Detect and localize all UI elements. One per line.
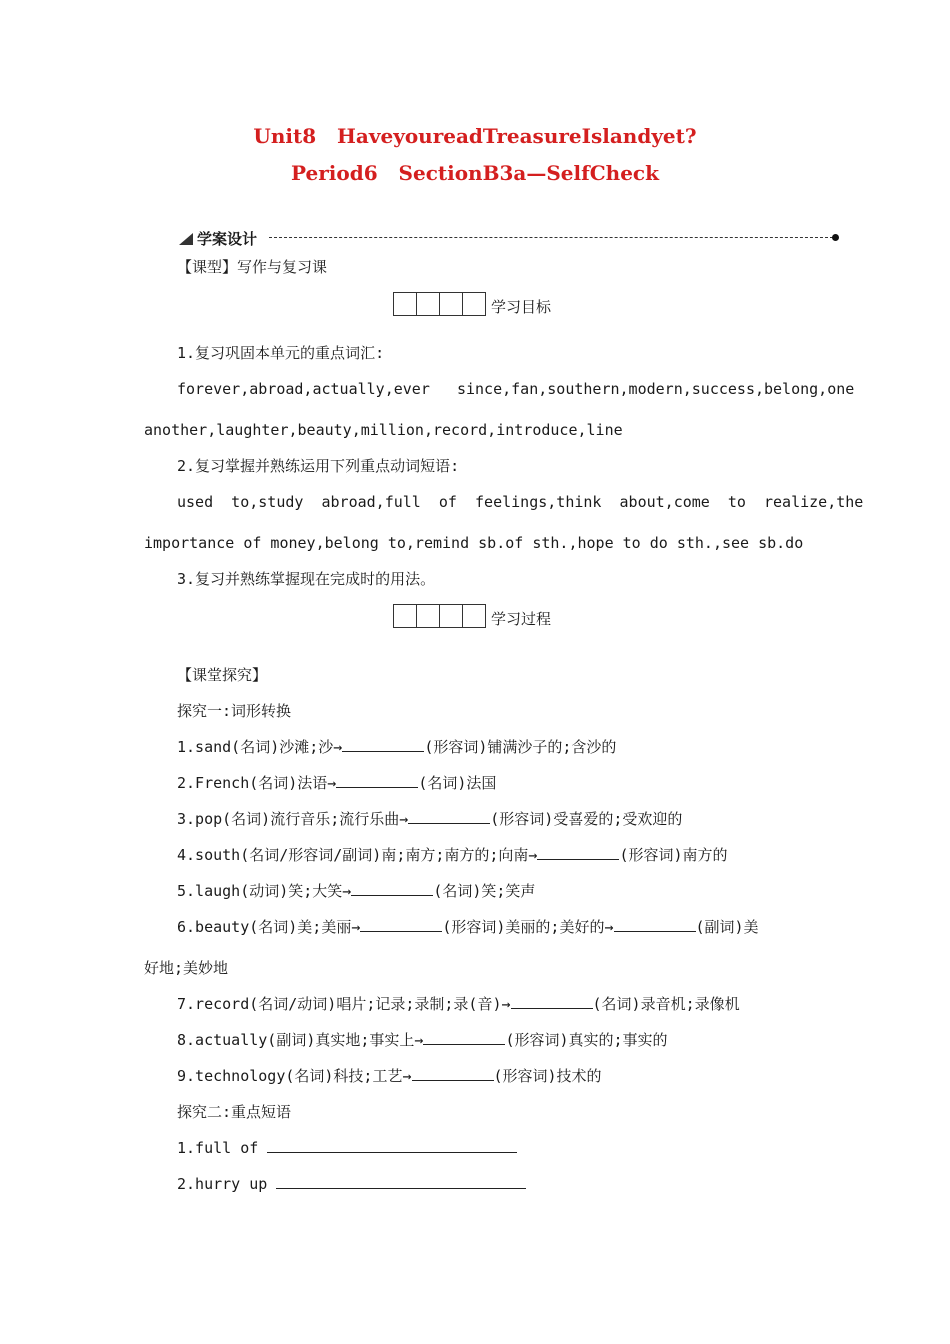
objectives-heading-label: 学习目标	[491, 298, 552, 316]
answer-blank[interactable]	[351, 881, 433, 896]
answer-blank[interactable]	[342, 737, 424, 752]
objective-1: 1.复习巩固本单元的重点词汇:	[177, 344, 385, 362]
unit-title: Unit8 HaveyoureadTreasureIslandyet?	[253, 124, 697, 148]
answer-blank[interactable]	[276, 1174, 526, 1189]
answer-blank[interactable]	[336, 773, 418, 788]
objective-2: 2.复习掌握并熟练运用下列重点动词短语:	[177, 457, 460, 475]
word-form-item: 8.actually(副词)真实地;事实上→ (形容词)真实的;事实的	[177, 1031, 668, 1049]
explore-1-title: 探究一:词形转换	[177, 702, 292, 720]
objective-2-phrases-b: importance of money,belong to,remind sb.of sth.,hope to do sth.,see sb.do	[144, 534, 804, 552]
word-form-item: 4.south(名词/形容词/副词)南;南方;南方的;向南→ (形容词)南方的	[177, 846, 728, 864]
triangle-icon	[179, 233, 193, 245]
objective-2-phrases-a: used to,study abroad,full of feelings,think about,come to realize,the	[177, 493, 864, 511]
word-form-item-continuation: 好地;美妙地	[144, 959, 229, 977]
word-form-item: 9.technology(名词)科技;工艺→ (形容词)技术的	[177, 1067, 602, 1085]
phrase-item: 1.full of	[177, 1138, 517, 1158]
process-heading	[393, 604, 593, 628]
class-explore-heading: 【课堂探究】	[177, 666, 268, 684]
objective-1-words-b: another,laughter,beauty,million,record,introduce,line	[144, 421, 623, 439]
section-header	[177, 228, 839, 248]
answer-blank[interactable]	[267, 1138, 517, 1153]
dashed-divider	[269, 237, 833, 238]
answer-blank[interactable]	[511, 994, 593, 1009]
period-title: Period6 SectionB3a—SelfCheck	[291, 161, 659, 185]
objective-1-words-a: forever,abroad,actually,ever since,fan,southern,modern,success,belong,one	[177, 380, 855, 398]
answer-blank[interactable]	[537, 845, 619, 860]
word-form-item: 3.pop(名词)流行音乐;流行乐曲→ (形容词)受喜爱的;受欢迎的	[177, 810, 683, 828]
heading-boxes	[393, 604, 485, 628]
objectives-heading	[393, 292, 593, 316]
word-form-item: 1.sand(名词)沙滩;沙→ (形容词)铺满沙子的;含沙的	[177, 738, 617, 756]
end-dot-icon	[832, 234, 839, 241]
word-form-item: 6.beauty(名词)美;美丽→ (形容词)美丽的;美好的→ (副词)美	[177, 918, 759, 936]
word-form-item: 2.French(名词)法语→ (名词)法国	[177, 774, 497, 792]
answer-blank[interactable]	[412, 1066, 494, 1081]
section-header-label: 学案设计	[197, 230, 258, 248]
word-form-item: 7.record(名词/动词)唱片;记录;录制;录(音)→ (名词)录音机;录像机	[177, 995, 740, 1013]
answer-blank[interactable]	[614, 917, 696, 932]
lesson-type: 【课型】写作与复习课	[177, 258, 328, 276]
answer-blank[interactable]	[408, 809, 490, 824]
answer-blank[interactable]	[360, 917, 442, 932]
objective-3: 3.复习并熟练掌握现在完成时的用法。	[177, 570, 436, 588]
heading-boxes	[393, 292, 485, 316]
phrase-item: 2.hurry up	[177, 1174, 526, 1194]
explore-2-title: 探究二:重点短语	[177, 1103, 292, 1121]
process-heading-label: 学习过程	[491, 610, 552, 628]
word-form-item: 5.laugh(动词)笑;大笑→ (名词)笑;笑声	[177, 882, 536, 900]
answer-blank[interactable]	[423, 1030, 505, 1045]
